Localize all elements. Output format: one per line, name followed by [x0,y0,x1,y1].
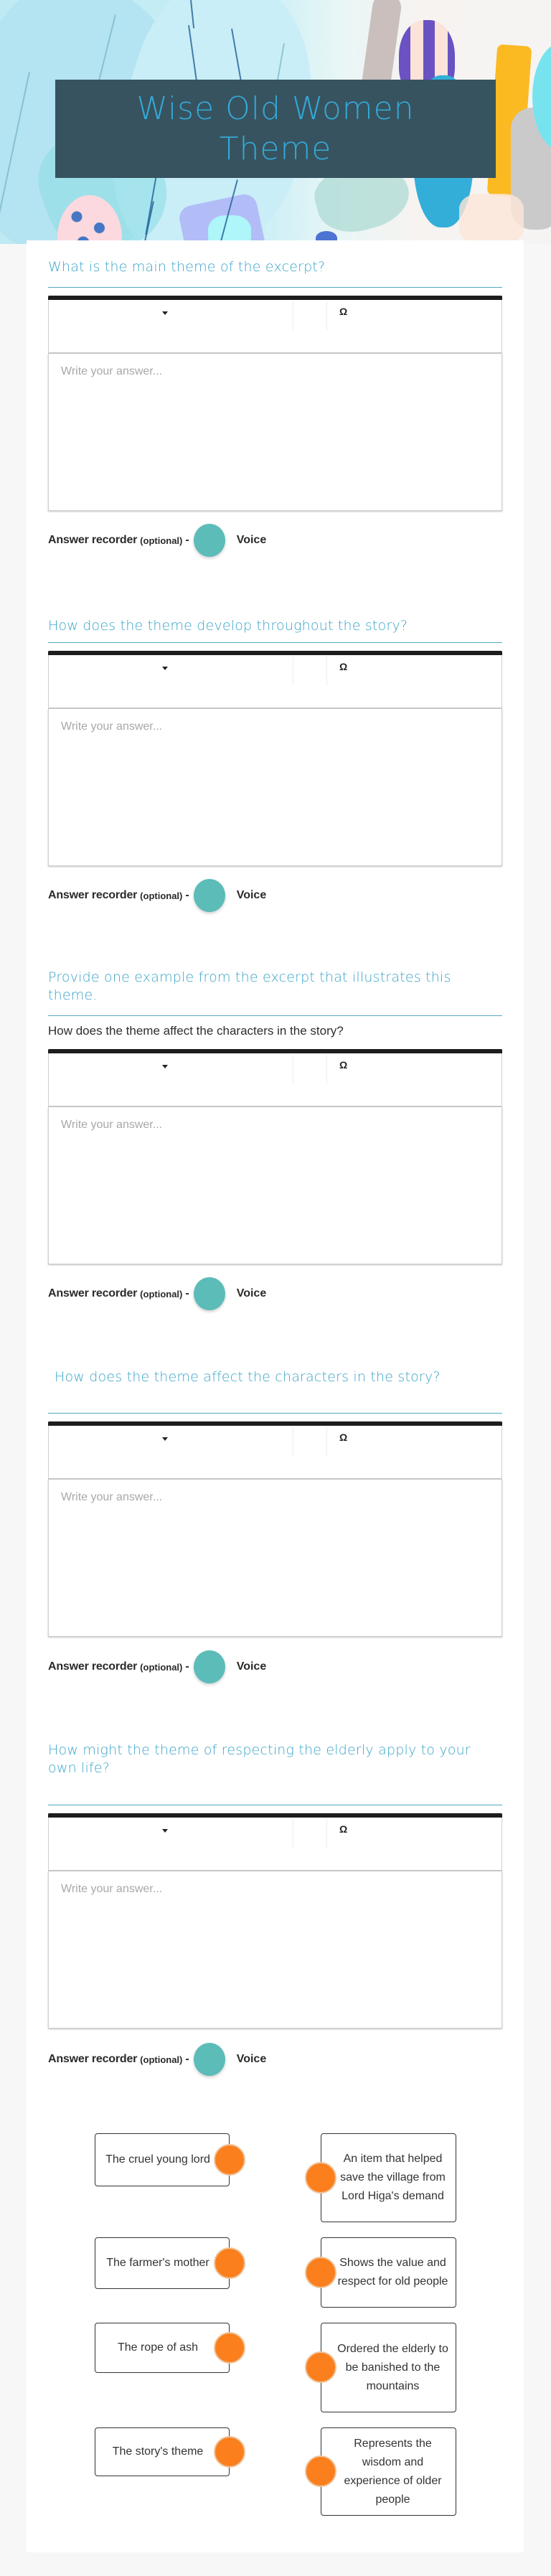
toolbar-separator [326,1427,327,1456]
editor-toolbar [48,1813,502,1871]
special-character-icon[interactable]: Ω [339,1823,348,1835]
match-left-connector-2[interactable] [214,2247,245,2279]
question-heading: How does the theme develop throughout the story? [48,618,408,634]
recorder-label: Answer recorder [48,534,138,546]
recorder-label: Answer recorder [48,889,138,901]
match-right-item-1[interactable] [321,2133,456,2222]
answer-recorder [48,879,266,912]
answer-editor [48,651,502,866]
answer-placeholder: Write your answer... [61,1883,163,1895]
match-left-text: The rope of ash [117,2341,199,2354]
recorder-label: Answer recorder [48,2053,138,2065]
question-2 [48,617,502,918]
match-left-connector-4[interactable] [214,2436,245,2468]
answer-recorder [48,1650,266,1683]
answer-recorder [48,2043,266,2076]
recorder-dash: - [185,534,189,546]
editor-toolbar [48,1421,502,1480]
answer-recorder [48,1277,266,1310]
recorder-optional-label: (optional) [140,1661,183,1673]
title-banner [55,80,496,178]
answer-placeholder: Write your answer... [61,1491,163,1503]
match-left-item-2[interactable] [95,2237,230,2289]
answer-placeholder: Write your answer... [61,365,163,377]
toolbar-separator [326,301,327,330]
peach-shape-decoration [459,194,524,244]
special-character-icon[interactable]: Ω [339,306,348,317]
match-right-connector-2[interactable] [305,2257,336,2288]
match-left-connector-1[interactable] [214,2144,245,2176]
record-voice-button[interactable] [194,2043,225,2076]
format-dropdown-icon[interactable] [162,1829,168,1833]
voice-label: Voice [236,2053,267,2065]
match-right-item-4[interactable] [321,2427,456,2516]
question-heading: How does the theme affect the characters in the story? [55,1369,441,1385]
answer-placeholder: Write your answer... [61,1119,163,1131]
special-character-icon[interactable]: Ω [339,1432,348,1443]
answer-textarea[interactable] [48,709,502,866]
format-dropdown-icon[interactable] [162,1065,168,1068]
toolbar-separator [326,657,327,685]
match-left-connector-3[interactable] [214,2332,245,2364]
answer-textarea[interactable] [48,354,502,511]
question-divider [48,1413,502,1414]
match-left-item-1[interactable] [95,2133,230,2186]
recorder-optional-label: (optional) [140,890,183,901]
match-left-text: The cruel young lord [105,2153,210,2166]
aqua-shape-decoration [208,215,251,244]
format-dropdown-icon[interactable] [162,1437,168,1441]
answer-textarea[interactable] [48,1480,502,1637]
page-title-line-2: Theme [219,130,332,167]
recorder-optional-label: (optional) [140,2054,183,2065]
voice-label: Voice [236,534,267,546]
toolbar-top-bar [48,296,502,300]
match-right-item-2[interactable] [321,2237,456,2308]
answer-editor [48,1421,502,1637]
page-title-line-1: Wise Old Women [136,90,415,127]
editor-toolbar [48,296,502,354]
question-1 [48,258,502,578]
recorder-label: Answer recorder [48,1660,138,1673]
question-divider [48,1015,502,1016]
record-voice-button[interactable] [194,879,225,912]
match-right-text: Shows the value and respect for old people [337,2257,448,2288]
toolbar-separator [326,1055,327,1083]
toolbar-top-bar [48,1049,502,1053]
match-right-text: Represents the wisdom and experience of older people [344,2437,442,2506]
answer-recorder [48,524,266,557]
record-voice-button[interactable] [194,1277,225,1310]
answer-editor [48,1049,502,1264]
recorder-dash: - [185,1660,189,1673]
match-right-text: An item that helped save the village from Lord Higa's demand [340,2153,446,2202]
match-right-text: Ordered the elderly to be banished to the mountains [337,2342,448,2392]
worksheet-card [27,240,524,2552]
toolbar-top-bar [48,651,502,655]
format-dropdown-icon[interactable] [162,667,168,670]
question-3 [48,969,502,1313]
toolbar-top-bar [48,1813,502,1818]
recorder-dash: - [185,1287,189,1299]
match-left-text: The story's theme [112,2445,204,2458]
recorder-dash: - [185,2053,189,2065]
match-left-item-4[interactable] [95,2427,230,2476]
voice-label: Voice [236,1660,267,1673]
answer-editor [48,1813,502,2029]
answer-placeholder: Write your answer... [61,720,163,733]
format-dropdown-icon[interactable] [162,311,168,315]
recorder-optional-label: (optional) [140,1288,183,1299]
recorder-optional-label: (optional) [140,535,183,546]
special-character-icon[interactable]: Ω [339,661,348,672]
question-5 [48,1741,502,2079]
recorder-label: Answer recorder [48,1287,138,1299]
match-right-connector-3[interactable] [305,2351,336,2383]
special-character-icon[interactable]: Ω [339,1059,348,1071]
record-voice-button[interactable] [194,524,225,557]
header-banner [0,0,551,244]
answer-editor [48,296,502,511]
match-right-connector-1[interactable] [305,2162,336,2194]
question-divider [48,287,502,288]
answer-textarea[interactable] [48,1871,502,2029]
editor-toolbar [48,1049,502,1107]
answer-textarea[interactable] [48,1107,502,1264]
editor-toolbar [48,651,502,709]
match-left-item-3[interactable] [95,2323,230,2373]
voice-label: Voice [236,1287,267,1299]
question-subtitle: How does the theme affect the characters in the story? [48,1024,344,1038]
record-voice-button[interactable] [194,1650,225,1683]
toolbar-separator [326,1819,327,1848]
match-right-item-3[interactable] [321,2323,456,2412]
question-divider [48,642,502,643]
question-4 [48,1368,502,1684]
match-right-connector-4[interactable] [305,2455,336,2487]
question-heading: What is the main theme of the excerpt? [48,259,326,275]
recorder-dash: - [185,889,189,901]
match-left-text: The farmer's mother [106,2257,209,2269]
toolbar-top-bar [48,1421,502,1426]
voice-label: Voice [236,889,267,901]
question-heading: Provide one example from the excerpt that illustrates this theme. [48,969,451,1003]
question-heading: How might the theme of respecting the elderly apply to your own life? [48,1742,471,1776]
